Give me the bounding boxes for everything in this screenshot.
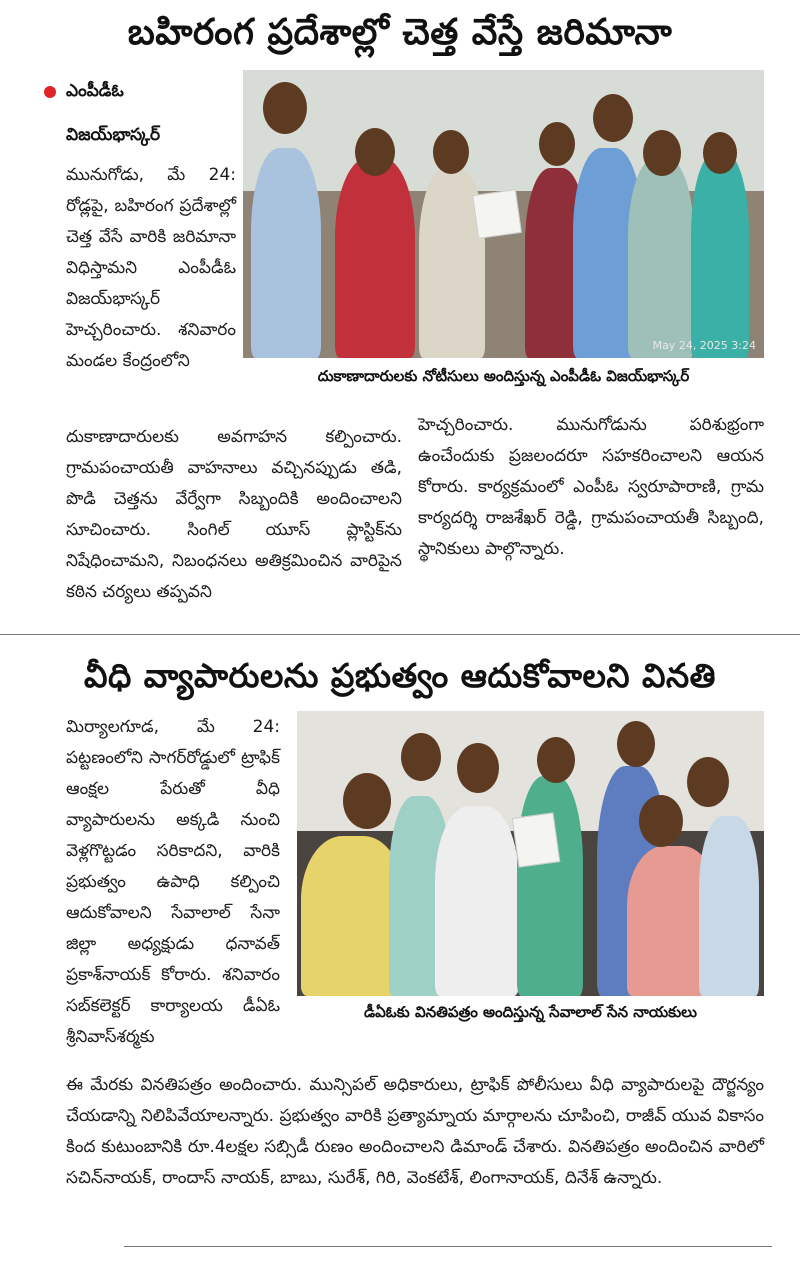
story1-photo [243, 70, 764, 358]
story1-photo-caption: దుకాణాదారులకు నోటీసులు అందిస్తున్న ఎంపీడీఓ విజయ్‌భాస్కర్ [317, 367, 690, 385]
story2-narrow-text: మిర్యాలగూడ, మే 24: పట్టణంలోని సాగర్‌రోడ్డులో ట్రాఫిక్ ఆంక్షల పేరుతో వీధి వ్యాపారులను అక్కడి నుంచి వెళ్లగొట్టడం సరికాదని, వారికి ప్రభుత్వం ఉపాధి కల్పించి ఆదుకోవాలని సేవాలాల్ సేనా జిల్లా అధ్యక్షుడు ధనావత్ ప్రకాశ్‌నాయక్ కోరారు. శనివారం సబ్‌కలెక్టర్ కార్యాలయ డీఏఓ శ్రీనివాస్‌శర్మకు [66, 717, 280, 1047]
story1-byline-role: ఎంపీడీఓ [66, 81, 124, 101]
section-divider [0, 634, 800, 635]
story2-full-text: ఈ మేరకు వినతిపత్రం అందించారు. మున్సిపల్ అధికారులు, ట్రాఫిక్ పోలీసులు వీధి వ్యాపారులపై దౌర్జన్యం చేయడాన్ని నిలిపివేయాలన్నారు. ప్రభుత్వం వారికి ప్రత్యామ్నాయ మార్గాలను చూపించి, రాజీవ్ యువ వికాసం కింద కుటుంబానికి రూ.4లక్షల సబ్సిడీ రుణం అందించాలని డిమాండ్ చేశారు. వినతిపత్రం అందించిన వారిలో సచిన్‌నాయక్, రాందాస్ నాయక్, బాబు, సురేశ్, గిరి, వెంకటేశ్, లింగానాయక్, దినేశ్ ఉన్నారు. [66, 1075, 764, 1188]
bullet-dot-icon [44, 86, 56, 98]
story1-left-text: దుకాణాదారులకు అవగాహన కల్పించారు. గ్రామపంచాయతీ వాహనాలు వచ్చినప్పుడు తడి, పొడి చెత్తను వేర్వేగా సిబ్బందికి అందించాలని సూచించారు. సింగిల్ యూస్ ప్లాస్టిక్‌ను నిషేధించామని, నిబంధనలు అతిక్రమించిన వారిపైన కఠిన చర్యలు తప్పవని [66, 427, 402, 602]
story2-narrow-column [66, 712, 280, 1053]
story1-narrow-text: మునుగోడు, మే 24: రోడ్లపై, బహిరంగ ప్రదేశాల్లో చెత్త వేసే వారికి జరిమానా విధిస్తామని ఎంపీడీఓ విజయ్‌భాస్కర్ హెచ్చరించారు. శనివారం మండల కేంద్రంలోని [66, 165, 236, 371]
story1-left-column [66, 422, 402, 608]
story1-headline: బహిరంగ ప్రదేశాల్లో చెత్త వేస్తే జరిమానా [127, 12, 673, 53]
story2-photo [297, 711, 764, 996]
story2-full-column [66, 1070, 764, 1194]
story2-photo-caption: డీఏఓకు వినతిపత్రం అందిస్తున్న సేవాలాల్ సేన నాయకులు [364, 1003, 697, 1021]
story1-narrow-column [66, 160, 236, 377]
story1-right-column [418, 410, 764, 565]
story1-right-text: హెచ్చరించారు. మునుగోడును పరిశుభ్రంగా ఉంచేందుకు ప్రజలందరూ సహకరించాలని ఆయన కోరారు. కార్యక్రమంలో ఎంపీఓ స్వరూపారాణి, గ్రామ కార్యదర్శి రాజశేఖర్ రెడ్డి, గ్రామపంచాయతీ సిబ్బంది, స్థానికులు పాల్గొన్నారు. [418, 415, 764, 559]
story1-byline-name: విజయ్‌భాస్కర్ [66, 125, 161, 145]
story2-headline: వీధి వ్యాపారులను ప్రభుత్వం ఆదుకోవాలని వినతి [84, 656, 716, 695]
bottom-rule [124, 1246, 772, 1247]
photo-timestamp: May 24, 2025 3:24 [652, 339, 756, 352]
